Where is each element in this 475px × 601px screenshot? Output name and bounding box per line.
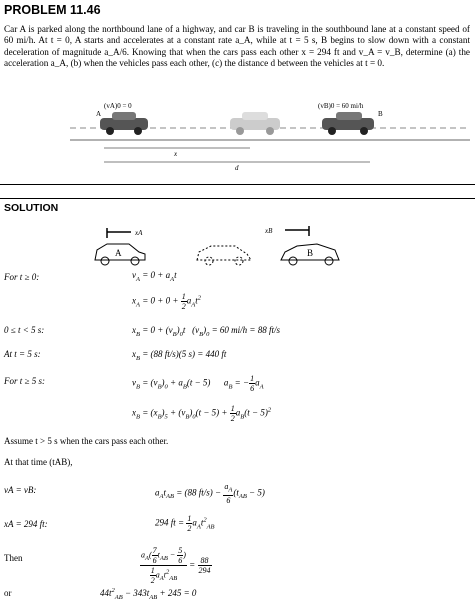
solution-title: SOLUTION <box>4 202 59 214</box>
car-b-label: B <box>378 110 383 118</box>
solution-sketch <box>85 220 385 272</box>
label-va-eq-vb: vA = vB: <box>4 485 37 495</box>
label-xa-294: xA = 294 ft: <box>4 519 48 529</box>
car-b-icon <box>322 112 374 135</box>
label-then: Then <box>4 553 23 563</box>
car-a-icon <box>100 112 148 135</box>
eq-xb-late: $x_B = (x_B)_5 + (v_B)_0(t - 5)$ + $\frac{1}{2}$ $a_B(t - 5)^2$ <box>132 404 272 423</box>
vb0-label: (vB)0 = 60 mi/h <box>318 102 364 110</box>
assume-text: Assume t > 5 s when the cars pass each other. <box>4 436 169 446</box>
eq-xb-early: $x_B = 0 + (v_B)_0t$ $(v_B)_0 = 60$ mi/h = 88 ft/s <box>132 325 280 338</box>
label-or: or <box>4 588 12 598</box>
label-at-5: At t = 5 s: <box>4 349 41 359</box>
car-a-label: A <box>96 110 102 118</box>
label-t-ge-5: For t ≥ 5 s: <box>4 376 45 386</box>
sketch-ghost-car-icon <box>197 246 251 265</box>
problem-statement: Car A is parked along the northbound lane of a highway, and car B is traveling in the southbound lane at a constant speed of 60 mi/h. At t = 0, A starts and accelerates at a constant rate a_A, while at t = 5 s, B begins to slow down with a constant deceleration of magnitude a_A/6. Knowing that when the cars pass each other x = 294 ft and v_A = v_B, determine (a) the acceleration a_A, (b) when the vehicles pass each other, (c) the distance d between the vehicles at t = 0. <box>4 24 470 69</box>
x-label: x <box>174 150 178 158</box>
solution-divider <box>0 198 475 199</box>
eq-velocity-match: $a_At_{AB} = (88$ ft/s) − $\frac{a_A}{6}$ $(t_{AB} - 5)$ <box>155 482 265 505</box>
d-label: d <box>235 164 239 172</box>
eq-xa: $x_A = 0 + 0$ + $\frac{1}{2}$ $a_At^2$ <box>132 292 201 311</box>
top-divider <box>0 184 475 185</box>
sketch-a-label: A <box>115 248 122 258</box>
ghost-car-icon <box>230 112 280 135</box>
eq-va: $v_A = 0 + a_At$ <box>132 270 177 283</box>
sketch-xa-label: xA <box>135 229 143 237</box>
problem-figure <box>70 98 470 174</box>
sketch-xb-label: xB <box>265 227 273 235</box>
label-0-to-5: 0 ≤ t < 5 s: <box>4 325 45 335</box>
page-title: PROBLEM 11.46 <box>4 3 101 17</box>
sketch-b-label: B <box>307 248 314 258</box>
eq-vb-late: $v_B = (v_B)_0 + a_B(t - 5)$ $a_B$ = − $\frac{1}{6}$ $a_A$ <box>132 374 264 393</box>
at-time-text: At that time (tAB), <box>4 457 73 467</box>
label-t-ge-0: For t ≥ 0: <box>4 272 40 282</box>
eq-quadratic: $44t^2_{AB} - 343t_{AB} + 245 = 0$ <box>100 587 197 601</box>
eq-position-294: 294 ft = $\frac{1}{2}$ $a_At^2_{AB}$ <box>155 514 215 533</box>
va0-label: (vA)0 = 0 <box>104 102 132 110</box>
eq-ratio: $a_A$( $\frac{7}{6}$ $t_{AB}$ − $\frac{5}{6}$ ) $\frac{1}{2}$ $a_At^2_{AB}$ = $\frac{88}{294}$ <box>141 546 211 585</box>
eq-xb-5: $x_B = (88$ ft/s)(5 s) = 440 ft <box>132 349 227 362</box>
